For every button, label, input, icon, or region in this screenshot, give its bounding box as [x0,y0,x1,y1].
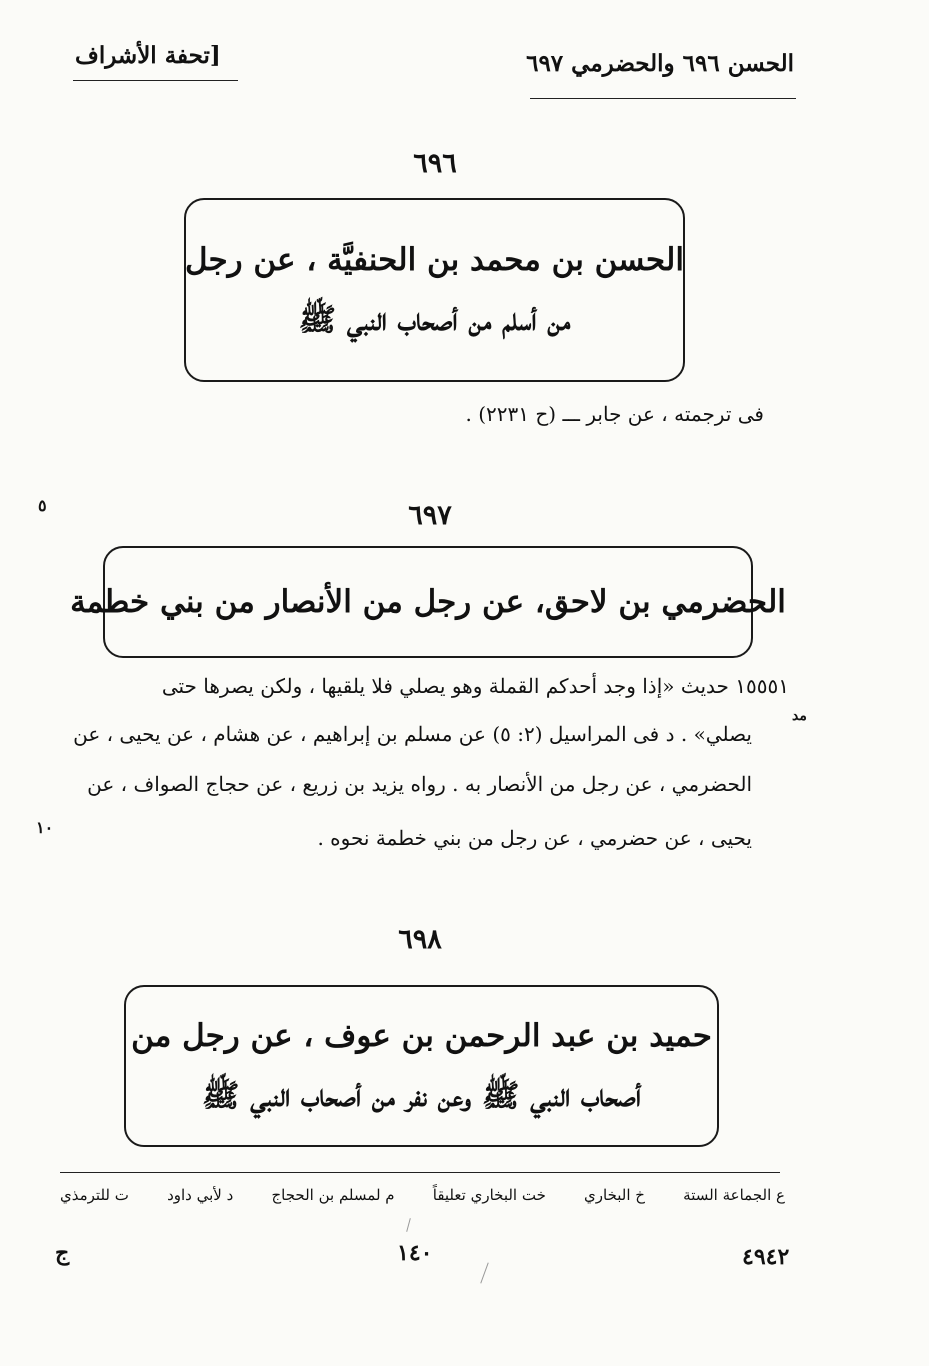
header-rule-right [530,98,796,99]
abbreviation: خ البخاري [584,1186,645,1204]
entry-number: ٦٩٨ [398,924,442,955]
narrator-title-line: حميد بن عبد الرحمن بن عوف ، عن رجل من [131,1017,712,1054]
hadith-text-line: يحيى ، عن حضرمي ، عن رجل من بني خطمة نحوه . [317,826,752,850]
footer-rule [60,1172,780,1173]
scan-speck [480,1262,488,1283]
hadith-text-line: الحضرمي ، عن رجل من الأنصار به . رواه يزيد بن زريع ، عن حجاج الصواف ، عن [87,772,752,796]
narrator-title-line: الحسن بن محمد بن الحنفيَّة ، عن رجل [185,241,684,278]
entry-number: ٦٩٦ [413,148,457,179]
running-header-left: [تحفة الأشراف [75,42,221,69]
scan-speck [406,1218,411,1232]
line-number-5: ٥ [38,496,47,515]
abbreviation: ع الجماعة الستة [683,1186,785,1204]
narrator-title-box [124,985,719,1147]
narrator-title-line: من أسلم من أصحاب النبي ﷺ [298,302,571,338]
abbreviation-key [60,1186,785,1204]
entry-body-line: فى ترجمته ، عن جابر ـــ (ح ٢٢٣١) . [465,402,764,426]
narrator-title-box [184,198,685,382]
narrator-title-line: الحضرمي بن لاحق، عن رجل من الأنصار من بني خطمة [70,583,786,620]
volume-number: ٤٩٤٢ [742,1244,790,1270]
hadith-text-line: ١٥٥٥١ حديث «إذا وجد أحدكم القملة وهو يصلي فلا يلقيها ، ولكن يصرها حتى [161,674,789,698]
margin-note: مد [792,708,807,724]
header-rule-left [73,80,238,81]
abbreviation: ت للترمذي [60,1186,129,1204]
narrator-title-box [70,546,786,658]
hadith-text-line: يصلي» . د فى المراسيل (٢: ٥) عن مسلم بن إبراهيم ، عن هشام ، عن يحيى ، عن [73,722,752,746]
page-number: ١٤٠ [397,1240,433,1266]
line-number-10: ١٠ [36,818,54,837]
part-mark: ج [55,1240,70,1266]
running-header-right: الحسن ٦٩٦ والحضرمي ٦٩٧ [526,50,794,77]
narrator-title-line: أصحاب النبي ﷺ وعن نفر من أصحاب النبي ﷺ [202,1078,641,1114]
abbreviation: د لأبي داود [167,1186,234,1204]
abbreviation: م لمسلم بن الحجاج [271,1186,395,1204]
abbreviation: خت البخاري تعليقاً [432,1186,546,1204]
entry-number: ٦٩٧ [408,500,452,531]
